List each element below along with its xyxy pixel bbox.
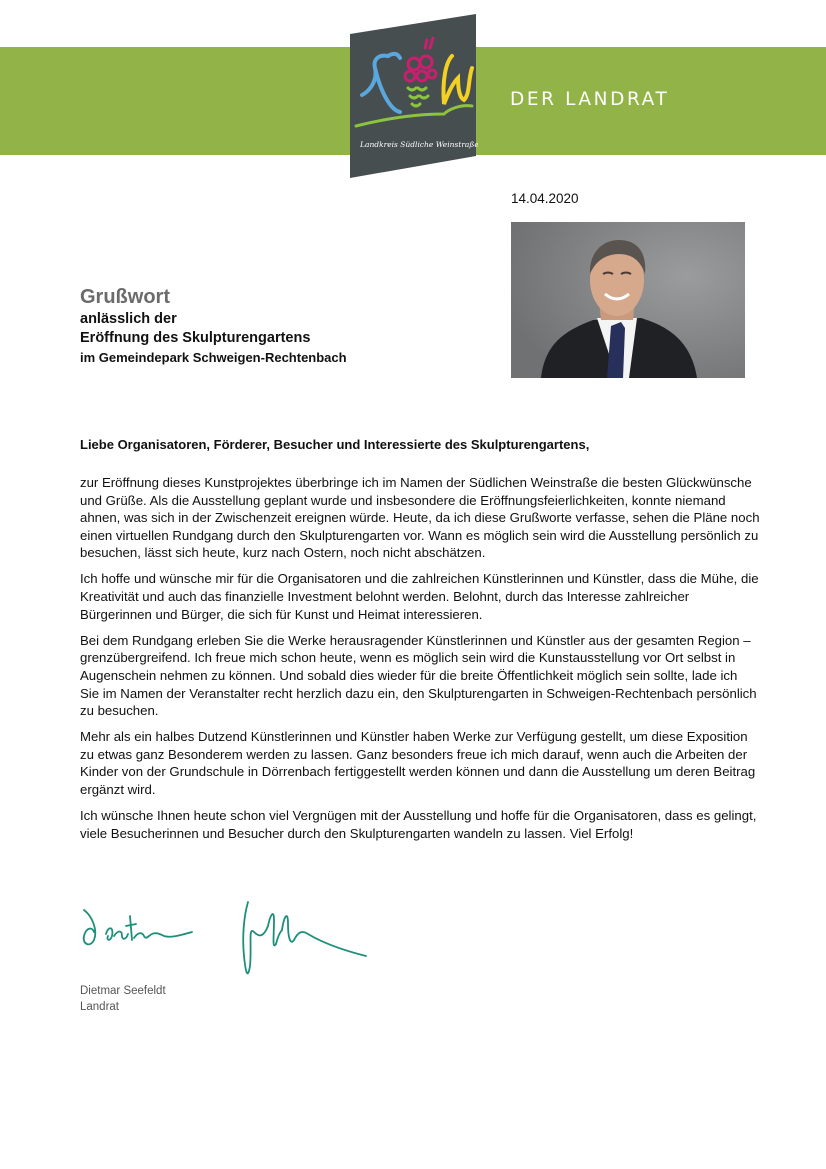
heading-line-3: im Gemeindepark Schweigen-Rechtenbach xyxy=(80,350,347,365)
portrait-photo xyxy=(511,222,745,378)
paragraph: Ich hoffe und wünsche mir für die Organisatoren und die zahlreichen Künstlerinnen und Künstler, dass die Mühe, die Kreativität und auch das finanzielle Investment belohnt werden. Belohnt, durch das Interesse zahlreicher Bürgerinnen und Bürger, die sich für Kunst und Heimat interessieren. xyxy=(80,571,759,622)
signature-icon xyxy=(78,896,378,986)
banner-title: DER LANDRAT xyxy=(510,89,670,110)
paragraph: Bei dem Rundgang erleben Sie die Werke herausragender Künstlerinnen und Künstler aus der gesamten Region – grenzübergreifend. Ich freue mich schon heute, wenn es möglich sein wird die Kunstausstellung vor Ort selbst in Augenschein nehmen zu können. Und sobald dies wieder für die breite Öffentlichkeit möglich sein sollte, lade ich Sie im Namen der Veranstalter recht herzlich dazu ein, den Skulpturengarten in Schweigen-Rechtenbach persönlich zu besuchen. xyxy=(80,632,757,719)
letter-body xyxy=(80,474,760,851)
landkreis-logo-icon xyxy=(348,0,478,178)
salutation: Liebe Organisatoren, Förderer, Besucher und Interessierte des Skulpturengartens, xyxy=(80,437,590,452)
heading-line-2: Eröffnung des Skulpturengartens xyxy=(80,330,311,346)
heading-line-1: anlässlich der xyxy=(80,311,177,327)
svg-text:Landkreis Südliche Weinstraße: Landkreis Südliche Weinstraße xyxy=(360,140,478,149)
letter-date: 14.04.2020 xyxy=(511,191,579,206)
signer-role: Landrat xyxy=(80,1001,120,1013)
paragraph: Ich wünsche Ihnen heute schon viel Vergnügen mit der Ausstellung und hoffe für die Organisatoren, dass es gelingt, viele Besucherinnen und Besucher durch den Skulpturengarten wandeln zu lassen. Viel Erfolg! xyxy=(80,808,757,841)
document-title: Grußwort xyxy=(80,286,170,308)
signer-block xyxy=(80,983,166,1015)
signer-name: Dietmar Seefeldt xyxy=(80,985,166,997)
document-heading xyxy=(80,284,347,367)
paragraph: zur Eröffnung dieses Kunstprojektes überbringe ich im Namen der Südlichen Weinstraße die besten Glückwünsche und Grüße. Als die Ausstellung geplant wurde und insbesondere die Eröffnungsfeierlichkeiten, konnte niemand ahnen, was sich in der Zwischenzeit ereignen würde. Heute, da ich diese Grußworte verfasse, sehen die Pläne noch einen virtuellen Rundgang durch den Skulpturengarten vor. Wann es möglich sein wird die Ausstellung persönlich zu besuchen, lässt sich heute, kurz nach Ostern, noch nicht abschätzen. xyxy=(80,475,760,561)
paragraph: Mehr als ein halbes Dutzend Künstlerinnen und Künstler haben Werke zur Verfügung gestellt, um diese Exposition zu etwas ganz Besonderem werden zu lassen. Ganz besonders freue ich mich darauf, wenn auch die Arbeiten der Kinder von der Grundschule in Dörrenbach fertiggestellt werden können und dann die Ausstellung um deren Beitrag ergänzt wird. xyxy=(80,729,756,797)
